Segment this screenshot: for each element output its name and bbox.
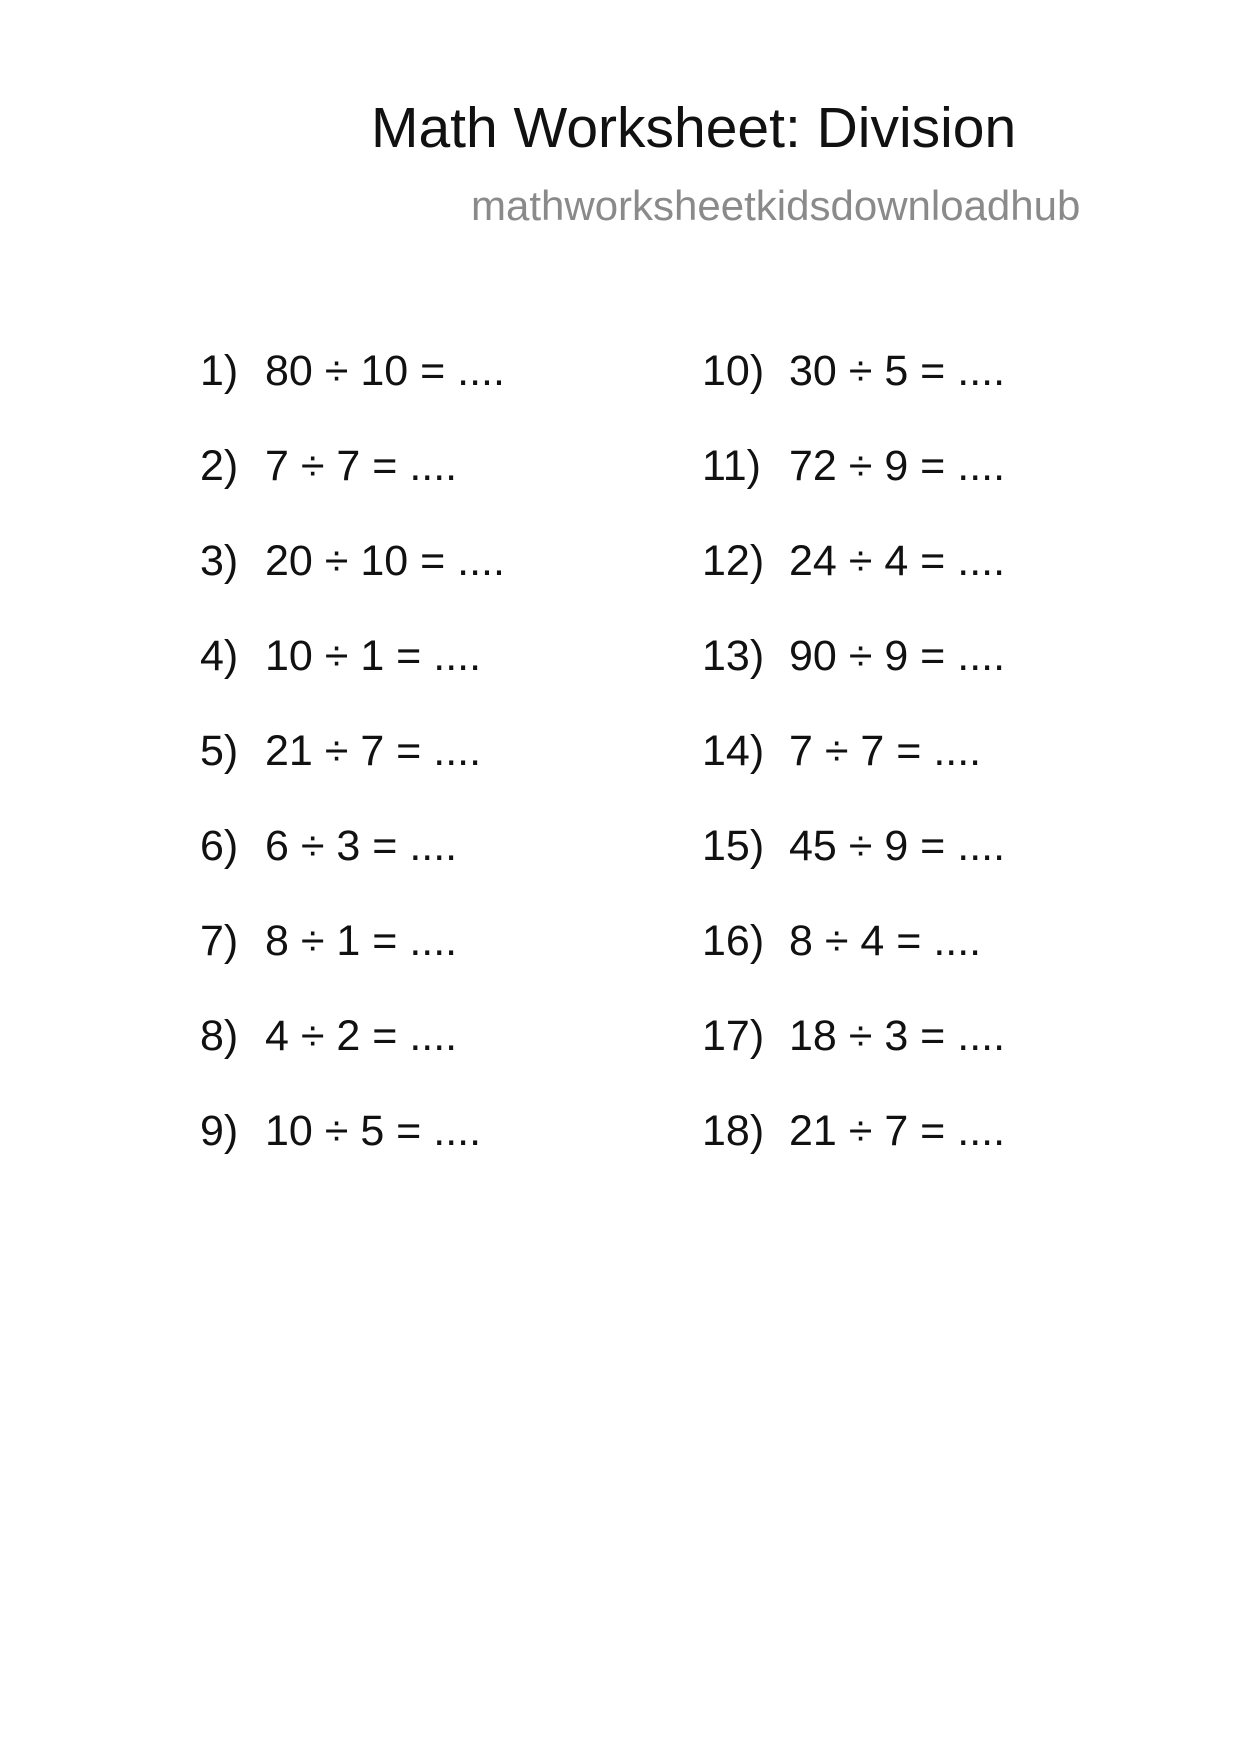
problem-number: 2)	[200, 442, 239, 490]
problem-item	[702, 1012, 1006, 1110]
problem-number: 10)	[702, 347, 765, 395]
problem-item	[200, 632, 505, 730]
problem-expression: 80 ÷ 10 = ....	[265, 347, 505, 395]
problem-item	[200, 822, 505, 920]
problem-expression: 20 ÷ 10 = ....	[265, 537, 505, 585]
problem-number: 12)	[702, 537, 765, 585]
problem-item	[200, 347, 505, 445]
problem-number: 3)	[200, 537, 239, 585]
problem-number: 13)	[702, 632, 765, 680]
problem-expression: 10 ÷ 1 = ....	[265, 632, 482, 680]
problem-number: 9)	[200, 1107, 239, 1155]
problem-number: 14)	[702, 727, 765, 775]
problem-number: 1)	[200, 347, 239, 395]
problem-item	[702, 632, 1006, 730]
problem-expression: 18 ÷ 3 = ....	[789, 1012, 1006, 1060]
problem-item	[702, 537, 1006, 635]
problem-item	[200, 537, 505, 635]
problem-number: 15)	[702, 822, 765, 870]
problem-column-right	[702, 347, 1006, 1205]
problem-expression: 7 ÷ 7 = ....	[265, 442, 458, 490]
problem-expression: 8 ÷ 4 = ....	[789, 917, 982, 965]
problem-number: 4)	[200, 632, 239, 680]
problem-expression: 30 ÷ 5 = ....	[789, 347, 1006, 395]
problem-expression: 72 ÷ 9 = ....	[789, 442, 1006, 490]
problem-item	[200, 917, 505, 1015]
problem-item	[200, 727, 505, 825]
problem-number: 8)	[200, 1012, 239, 1060]
problem-item	[200, 442, 505, 540]
problem-expression: 4 ÷ 2 = ....	[265, 1012, 458, 1060]
page-title: Math Worksheet: Division	[371, 96, 1017, 160]
problem-expression: 10 ÷ 5 = ....	[265, 1107, 482, 1155]
problem-expression: 7 ÷ 7 = ....	[789, 727, 982, 775]
problem-item	[702, 347, 1006, 445]
problem-expression: 24 ÷ 4 = ....	[789, 537, 1006, 585]
problem-item	[702, 727, 1005, 825]
problem-item	[200, 1012, 505, 1110]
problem-column-left	[200, 347, 505, 1205]
problem-number: 17)	[702, 1012, 765, 1060]
problem-expression: 21 ÷ 7 = ....	[265, 727, 482, 775]
problem-number: 11)	[702, 442, 761, 490]
problem-item	[200, 1107, 505, 1205]
problem-item	[702, 1107, 1006, 1205]
problem-item	[702, 917, 1005, 1015]
problem-expression: 45 ÷ 9 = ....	[789, 822, 1006, 870]
problem-number: 16)	[702, 917, 765, 965]
problem-number: 7)	[200, 917, 239, 965]
problem-expression: 21 ÷ 7 = ....	[789, 1107, 1006, 1155]
problem-expression: 90 ÷ 9 = ....	[789, 632, 1006, 680]
problem-expression: 6 ÷ 3 = ....	[265, 822, 458, 870]
problem-expression: 8 ÷ 1 = ....	[265, 917, 458, 965]
problem-item	[702, 442, 1006, 540]
page-subtitle: mathworksheetkidsdownloadhub	[471, 182, 1081, 229]
problem-number: 6)	[200, 822, 239, 870]
problem-item	[702, 822, 1006, 920]
problem-number: 5)	[200, 727, 239, 775]
problem-number: 18)	[702, 1107, 765, 1155]
